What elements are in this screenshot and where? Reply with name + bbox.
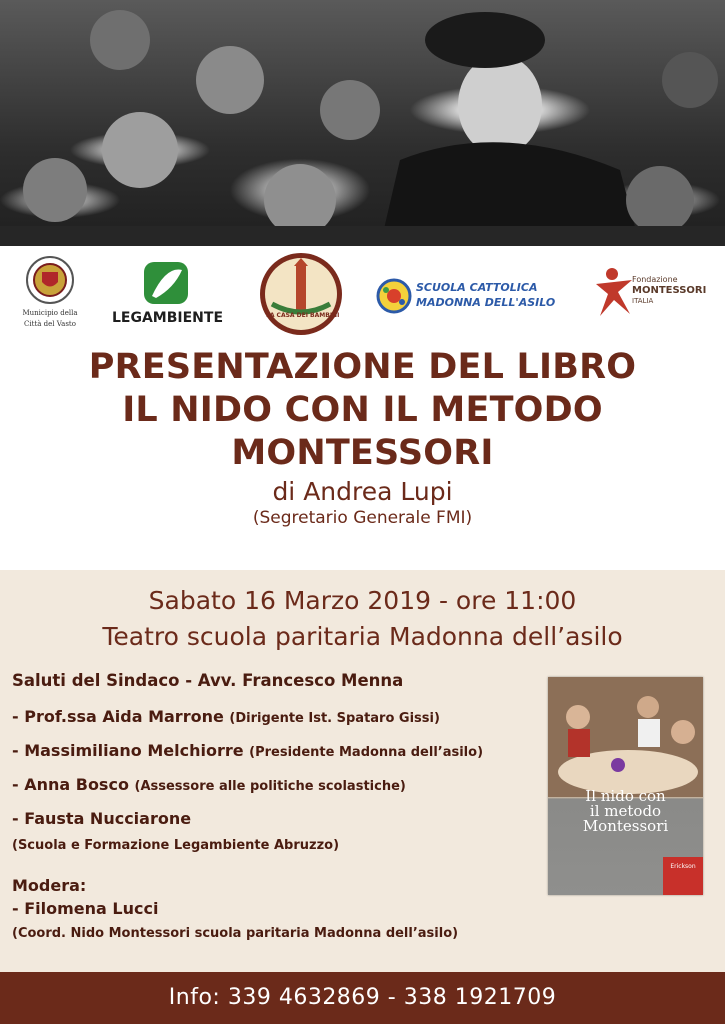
municipio-logo [22,254,78,340]
author-role: (Segretario Generale FMI) [252,508,473,528]
title-block [0,346,725,529]
scuola-line1: SCUOLA CATTOLICA [416,281,538,294]
speaker-1-role: (Dirigente Ist. Spataro Gissi) [229,711,440,726]
casa-bambini-logo [258,250,344,338]
casa-bambini-label: LA CASA DEI BAMBINI [266,312,340,319]
title-line-3: MONTESSORI [231,433,494,473]
footer-contact: Info: 339 4632869 - 338 1921709 [0,972,725,1024]
book-title-line-3: Montessori [582,817,669,835]
book-cover [548,677,703,895]
mayor-greeting: Saluti del Sindaco - Avv. Francesco Menna [12,671,404,690]
title-line-1: PRESENTAZIONE DEL LIBRO [88,347,637,387]
scuola-line2: MADONNA DELL'ASILO [416,296,556,309]
legambiente-label: LEGAMBIENTE [112,310,224,326]
book-title-line-2: il metodo [589,802,662,820]
fondazione-line3: ITALIA [632,297,654,305]
speaker-2-name: - Massimiliano Melchiorre [12,741,250,760]
title-line-2: IL NIDO CON IL METODO [122,390,603,430]
municipio-crest-icon [22,254,78,306]
header-photo [0,0,725,246]
publisher-name: Erickson [670,863,696,870]
moderator-role-text: (Coord. Nido Montessori scuola paritaria Madonna dell’asilo) [12,926,459,941]
book-title-line-1: Il nido con [585,787,666,805]
fondazione-montessori-logo [592,266,712,326]
speaker-4-name: - Fausta Nucciarone [12,809,192,828]
fondazione-line2: MONTESSORI [632,285,707,296]
fondazione-line1: Fondazione [632,275,678,284]
scuola-globe-icon [376,278,412,314]
event-venue: Teatro scuola paritaria Madonna dell’asilo [102,622,623,651]
speaker-3 [12,775,406,794]
moderator-label: Modera: [12,876,87,895]
speaker-3-role: (Assessore alle politiche scolastiche) [134,779,406,794]
legambiente-leaf-icon [112,258,222,308]
sponsor-logos [0,246,725,342]
speaker-2 [12,741,483,760]
speaker-4-role [12,834,339,853]
book-cover-photo [548,677,703,797]
author-name: di Andrea Lupi [272,477,453,506]
scuola-cattolica-logo [376,276,566,316]
speaker-3-name: - Anna Bosco [12,775,135,794]
speaker-1 [12,707,440,726]
header-photo-illustration [0,0,725,246]
casa-bambini-tower-icon [258,250,344,338]
moderator-role [12,922,458,941]
municipio-line2: Città del Vasto [24,320,76,328]
speaker-2-role: (Presidente Madonna dell’asilo) [249,745,484,760]
speaker-1-name: - Prof.ssa Aida Marrone [12,707,230,726]
speaker-4-role-text: (Scuola e Formazione Legambiente Abruzzo) [12,838,340,853]
legambiente-logo [112,258,222,338]
municipio-line1: Municipio della [22,309,78,317]
event-date: Sabato 16 Marzo 2019 - ore 11:00 [148,586,577,615]
publisher-badge [663,857,703,895]
moderator-name: - Filomena Lucci [12,899,159,918]
